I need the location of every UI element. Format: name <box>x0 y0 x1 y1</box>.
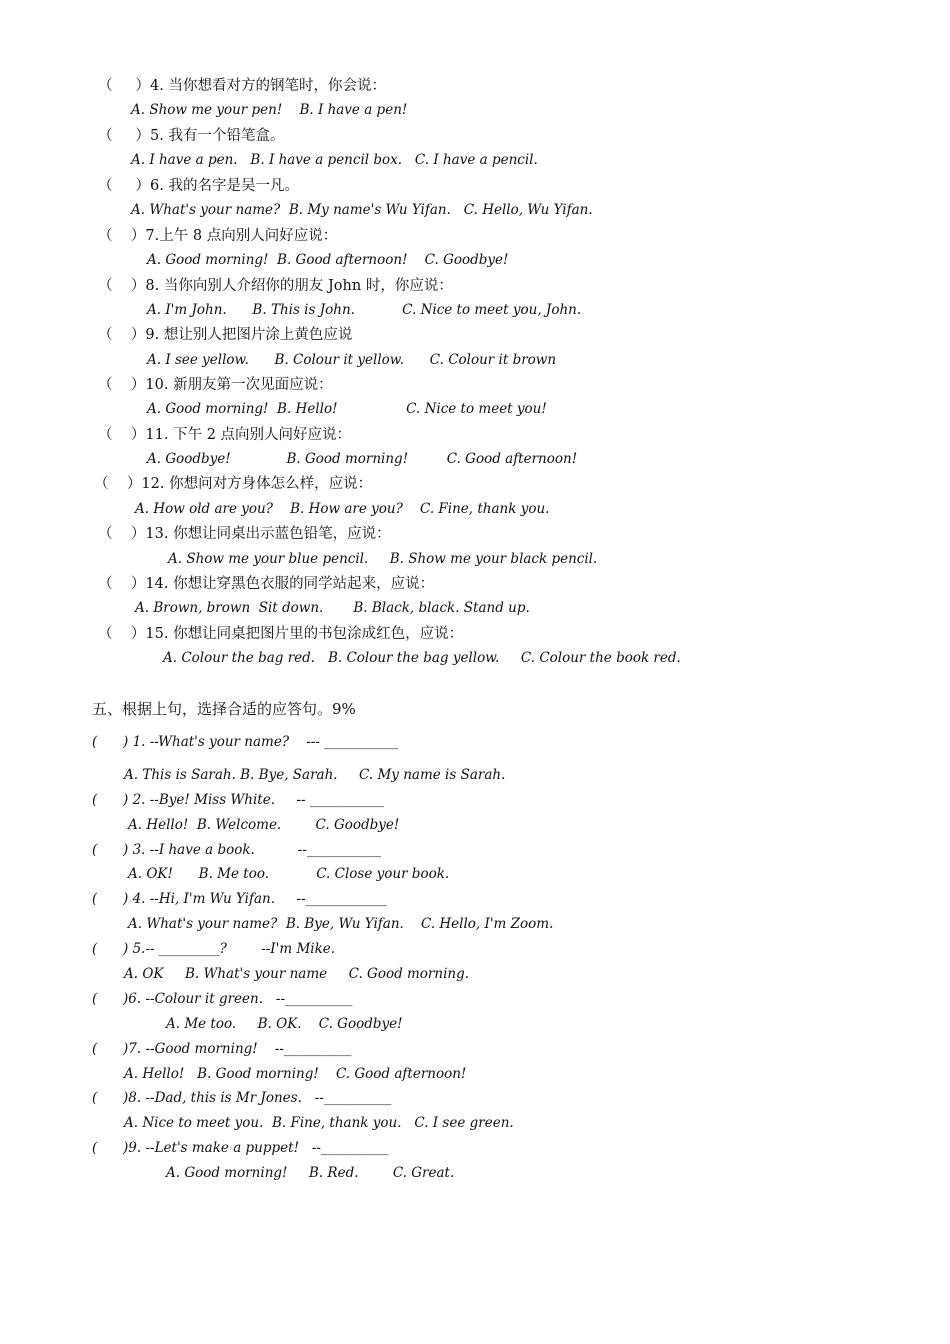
question-10-stem: （ ）10. 新朋友第一次见面应说： <box>98 377 333 393</box>
response-6-options: A. Me too. B. OK. C. Goodbye! <box>166 1016 403 1032</box>
question-12-stem: （ ）12. 你想问对方身体怎么样，应说： <box>94 476 373 492</box>
question-10-options: A. Good morning! B. Hello! C. Nice to meet you! <box>147 401 547 417</box>
question-7-stem: （ ）7.上午 8 点向别人问好应说： <box>98 228 338 244</box>
question-9-stem: （ ）9. 想让别人把图片涂上黄色应说 <box>98 327 353 343</box>
question-4-stem: （ ）4. 当你想看对方的钢笔时，你会说： <box>98 78 386 94</box>
question-13-stem: （ ）13. 你想让同桌出示蓝色铅笔，应说： <box>98 526 391 542</box>
question-11-options: A. Goodbye! B. Good morning! C. Good afternoon! <box>147 451 578 467</box>
response-2-stem: ( ) 2. --Bye! Miss White. -- ___________ <box>92 792 385 808</box>
response-7-stem: ( )7. --Good morning! --__________ <box>92 1041 352 1057</box>
question-11-stem: （ ）11. 下午 2 点向别人问好应说： <box>98 427 352 443</box>
question-14-stem: （ ）14. 你想让穿黑色衣服的同学站起来，应说： <box>98 576 435 592</box>
question-7-options: A. Good morning! B. Good afternoon! C. Goodbye! <box>147 252 509 268</box>
question-9-options: A. I see yellow. B. Colour it yellow. C. Colour it brown <box>147 352 557 368</box>
question-6-stem: （ ）6. 我的名字是吴一凡。 <box>98 178 299 194</box>
question-4-options: A. Show me your pen! B. I have a pen! <box>131 102 408 118</box>
response-1-stem: ( ) 1. --What's your name? --- ___________ <box>92 734 399 750</box>
response-9-stem: ( )9. --Let's make a puppet! --__________ <box>92 1140 389 1156</box>
question-6-options: A. What's your name? B. My name's Wu Yifan. C. Hello, Wu Yifan. <box>131 202 593 218</box>
question-8-stem: （ ）8. 当你向别人介绍你的朋友 John 时，你应说： <box>98 278 453 294</box>
question-8-options: A. I'm John. B. This is John. C. Nice to meet you, John. <box>147 302 582 318</box>
response-9-options: A. Good morning! B. Red. C. Great. <box>166 1165 455 1181</box>
response-5-stem: ( ) 5.-- _________? --I'm Mike. <box>92 941 336 957</box>
response-4-stem: ( ) 4. --Hi, I'm Wu Yifan. --____________ <box>92 891 387 907</box>
response-3-stem: ( ) 3. --I have a book. --___________ <box>92 842 382 858</box>
response-1-options: A. This is Sarah. B. Bye, Sarah. C. My name is Sarah. <box>124 767 506 783</box>
question-12-options: A. How old are you? B. How are you? C. Fine, thank you. <box>135 501 550 517</box>
question-5-options: A. I have a pen. B. I have a pencil box. C. I have a pencil. <box>131 152 538 168</box>
response-8-options: A. Nice to meet you. B. Fine, thank you. C. I see green. <box>124 1115 514 1131</box>
response-7-options: A. Hello! B. Good morning! C. Good afternoon! <box>124 1066 467 1082</box>
question-14-options: A. Brown, brown Sit down. B. Black, black. Stand up. <box>135 600 530 616</box>
question-15-stem: （ ）15. 你想让同桌把图片里的书包涂成红色，应说： <box>98 626 464 642</box>
response-4-options: A. What's your name? B. Bye, Wu Yifan. C. Hello, I'm Zoom. <box>128 916 554 932</box>
section-heading: 五、根据上句，选择合适的应答句。9% <box>92 700 356 718</box>
response-8-stem: ( )8. --Dad, this is Mr Jones. --__________ <box>92 1090 392 1106</box>
response-2-options: A. Hello! B. Welcome. C. Goodbye! <box>128 817 400 833</box>
question-5-stem: （ ）5. 我有一个铅笔盒。 <box>98 128 285 144</box>
response-5-options: A. OK B. What's your name C. Good morning. <box>124 966 470 982</box>
response-3-options: A. OK! B. Me too. C. Close your book. <box>128 866 450 882</box>
question-15-options: A. Colour the bag red. B. Colour the bag yellow. C. Colour the book red. <box>163 650 681 666</box>
response-6-stem: ( )6. --Colour it green. --__________ <box>92 991 353 1007</box>
question-13-options: A. Show me your blue pencil. B. Show me your black pencil. <box>168 551 598 567</box>
